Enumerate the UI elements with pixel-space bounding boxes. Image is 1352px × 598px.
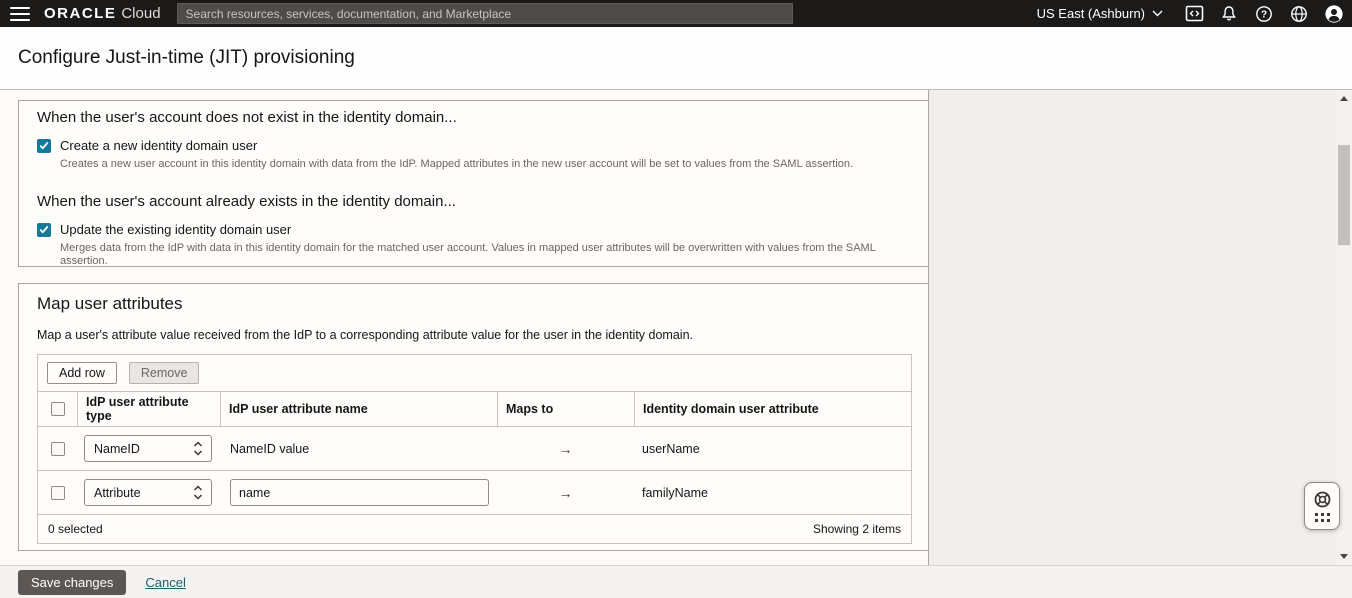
selected-value: Attribute — [94, 485, 141, 500]
check-icon — [39, 225, 49, 234]
table-row — [38, 471, 911, 515]
dots-grid-icon — [1315, 513, 1330, 522]
column-header-mapsto: Maps to — [497, 392, 634, 426]
scrollbar-thumb[interactable] — [1338, 145, 1350, 245]
remove-button[interactable]: Remove — [129, 362, 200, 384]
domain-attribute-value: familyName — [642, 485, 708, 500]
select-chevrons-icon — [193, 441, 203, 456]
support-dock-widget[interactable] — [1304, 482, 1340, 530]
selected-count: 0 selected — [48, 522, 103, 536]
jit-rules-card — [18, 100, 929, 267]
table-footer — [38, 515, 911, 543]
idp-attribute-name-value: NameID value — [230, 441, 310, 456]
hamburger-menu-icon[interactable] — [10, 7, 30, 21]
table-toolbar — [38, 355, 911, 392]
search-input[interactable] — [177, 3, 793, 24]
idp-attribute-name-input[interactable] — [230, 479, 489, 506]
add-row-button[interactable]: Add row — [47, 362, 117, 384]
table-header-row — [38, 392, 911, 427]
topbar-right-group — [1037, 4, 1344, 24]
svg-text:?: ? — [1260, 9, 1268, 21]
cancel-link[interactable]: Cancel — [145, 574, 186, 590]
map-attributes-description: Map a user's attribute value received from the IdP to a corresponding attribute value for the user in the identity domain. — [37, 328, 693, 342]
attribute-type-select[interactable] — [84, 435, 212, 462]
region-label: US East (Ashburn) — [1036, 6, 1145, 21]
column-header-type: IdP user attribute type — [77, 392, 220, 426]
page-title-bar — [0, 27, 1352, 90]
action-footer — [0, 565, 1352, 598]
update-user-checkbox-label[interactable]: Update the existing identity domain user — [60, 222, 292, 237]
domain-attribute-value: userName — [642, 441, 700, 456]
brand-oracle-text: ORACLE — [44, 5, 117, 22]
map-user-attributes-card — [18, 283, 929, 551]
user-avatar-icon[interactable] — [1324, 4, 1344, 24]
select-all-checkbox[interactable] — [51, 402, 65, 416]
column-header-domain-attribute: Identity domain user attribute — [634, 392, 911, 426]
scrollbar-down-arrow[interactable] — [1340, 554, 1348, 559]
developer-tools-icon[interactable] — [1184, 4, 1204, 24]
create-user-checkbox[interactable] — [37, 139, 51, 153]
select-chevrons-icon — [193, 485, 203, 500]
language-globe-icon[interactable] — [1289, 4, 1309, 24]
row-checkbox[interactable] — [51, 486, 65, 500]
oracle-cloud-logo[interactable] — [44, 5, 161, 22]
notifications-bell-icon[interactable] — [1219, 4, 1239, 24]
maps-to-arrow-icon: → — [558, 440, 573, 457]
account-exists-heading: When the user's account already exists in the identity domain... — [37, 193, 456, 210]
create-user-checkbox-label[interactable]: Create a new identity domain user — [60, 138, 258, 153]
top-nav-bar — [0, 0, 1352, 27]
main-content — [0, 90, 1352, 565]
maps-to-arrow-icon: → — [558, 484, 573, 501]
items-count: Showing 2 items — [812, 522, 901, 536]
brand-cloud-text: Cloud — [121, 5, 161, 22]
region-selector[interactable] — [1037, 6, 1163, 21]
attribute-mapping-table — [37, 354, 912, 544]
row-checkbox[interactable] — [51, 442, 65, 456]
chevron-down-icon — [1152, 10, 1163, 17]
form-panel — [0, 90, 929, 565]
save-changes-button[interactable]: Save changes — [18, 570, 126, 595]
map-attributes-heading: Map user attributes — [37, 294, 183, 313]
attribute-type-select[interactable] — [84, 479, 212, 506]
check-icon — [39, 141, 49, 150]
update-user-description: Merges data from the IdP with data in this identity domain for the matched user account. Values in mapped user attributes will be overwritten with values from the SAML assertion. — [60, 242, 876, 267]
update-user-checkbox[interactable] — [37, 223, 51, 237]
page-background — [929, 90, 1352, 565]
lifering-support-icon — [1314, 491, 1331, 508]
scrollbar-up-arrow[interactable] — [1340, 96, 1348, 101]
page-title: Configure Just-in-time (JIT) provisioning — [18, 47, 355, 68]
selected-value: NameID — [94, 441, 140, 456]
account-not-exist-heading: When the user's account does not exist in the identity domain... — [37, 109, 457, 126]
help-icon[interactable] — [1254, 4, 1274, 24]
column-header-name: IdP user attribute name — [220, 392, 497, 426]
create-user-description: Creates a new user account in this identity domain with data from the IdP. Mapped attributes in the new user account will be set to values from the SAML assertion. — [60, 158, 854, 170]
table-row — [38, 427, 911, 471]
